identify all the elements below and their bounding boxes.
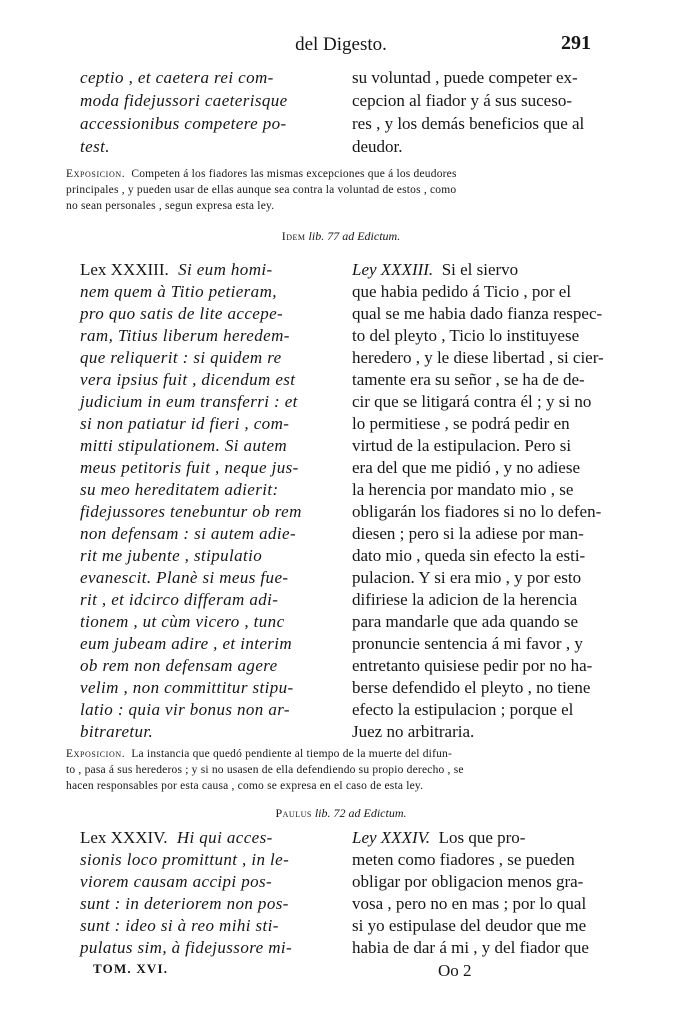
latin-line: Si eum homi- (178, 260, 273, 279)
spanish-line: obligar por obligacion menos gra- (352, 872, 584, 891)
latin-line: meus petitoris fuit , neque jus- (80, 458, 299, 477)
spanish-line: la herencia por mandato mio , se (352, 480, 574, 499)
latin-line: accessionibus competere po- (80, 114, 287, 133)
latin-line: fidejussores tenebuntur ob rem (80, 502, 302, 521)
latin-line: nem quem à Titio petieram, (80, 282, 277, 301)
latin-line: si non patiatur id fieri , com- (80, 414, 290, 433)
spanish-line: cepcion al fiador y á sus suceso- (352, 91, 572, 110)
latin-line: pulatus sim, à fidejussore mi- (80, 938, 293, 957)
spanish-line: para mandarle que ada quando se (352, 612, 579, 631)
latin-line: test. (80, 137, 110, 156)
note-label: Exposicion. (66, 168, 126, 180)
latin-line: Hi qui acces- (176, 828, 273, 847)
latin-line: su meo hereditatem adierit: (80, 480, 279, 499)
law-33-block (80, 259, 616, 743)
spanish-line: res , y los demás beneficios que al (352, 114, 585, 133)
latin-line: judicium in eum transferri : et (80, 392, 298, 411)
note-line: principales , y pueden usar de ellas aunque sea contra la voluntad de estos , como (66, 184, 457, 196)
spanish-line: Los que pro- (438, 828, 526, 847)
note-label: Exposicion. (66, 748, 126, 760)
latin-line: latio : quia vir bonus non ar- (80, 700, 290, 719)
spanish-line: que habia pedido á Ticio , por el (352, 282, 572, 301)
spanish-line: habia de dar á mi , y del fiador que (352, 938, 589, 957)
latin-line: viorem causam accipi pos- (80, 872, 273, 891)
latin-line: eum jubeam adire , et interim (80, 634, 293, 653)
citation-author: Paulus (275, 806, 312, 820)
spanish-line: heredero , y le diese libertad , si cier- (352, 348, 604, 367)
spanish-line: entretanto quisiese pedir por no ha- (352, 656, 593, 675)
law-heading-latin: Lex XXXIV. (80, 828, 168, 847)
note-line: to , pasa á sus herederos ; y si no usasen de ella defendiendo su propio derecho , se (66, 764, 464, 776)
spanish-column (352, 66, 616, 158)
law-heading-latin: Lex XXXIII. (80, 260, 169, 279)
note-line: La instancia que quedó pendiente al tiempo de la muerte del difun- (131, 748, 453, 760)
law-heading-spanish: Ley XXXIII. (352, 260, 434, 279)
latin-line: moda fidejussori caeterisque (80, 91, 288, 110)
spanish-line: efecto la estipulacion ; porque el (352, 700, 574, 719)
spanish-line: Si el siervo (441, 260, 519, 279)
latin-line: vera ipsius fuit , dicendum est (80, 370, 296, 389)
citation-author: Idem (281, 229, 306, 243)
spanish-column (352, 827, 616, 959)
spanish-line: si yo estipulase del deudor que me (352, 916, 587, 935)
latin-line: pro quo satis de lite accepe- (80, 304, 284, 323)
citation-work: lib. 77 ad Edictum. (308, 229, 401, 243)
continuation-block (80, 66, 616, 158)
running-title: del Digesto. (295, 34, 387, 55)
latin-line: sionis loco promittunt , in le- (80, 850, 290, 869)
latin-line: sunt : in deteriorem non pos- (80, 894, 289, 913)
spanish-line: virtud de la estipulacion. Pero si (352, 436, 572, 455)
spanish-column (352, 259, 616, 743)
spanish-line: deudor. (352, 137, 403, 156)
spanish-line: era del que me pidió , y no adiese (352, 458, 581, 477)
spanish-line: diesen ; pero si la adiese por man- (352, 524, 584, 543)
spanish-line: su voluntad , puede competer ex- (352, 68, 578, 87)
source-citation (0, 229, 682, 244)
latin-line: bitraretur. (80, 722, 154, 741)
exposicion-note (66, 166, 622, 214)
spanish-line: Juez no arbitraria. (352, 722, 475, 741)
latin-line: sunt : ideo si à reo mihi sti- (80, 916, 279, 935)
spanish-line: berse defendido el pleyto , no tiene (352, 678, 591, 697)
spanish-line: vosa , pero no en mas ; por lo qual (352, 894, 587, 913)
latin-line: velim , non committitur stipu- (80, 678, 294, 697)
source-citation (0, 806, 682, 821)
spanish-line: qual se me habia dado fianza respec- (352, 304, 603, 323)
spanish-line: obligarán los fiadores si no lo defen- (352, 502, 602, 521)
law-heading-spanish: Ley XXXIV. (352, 828, 431, 847)
law-34-block (80, 827, 616, 961)
latin-column (80, 827, 342, 959)
citation-work: lib. 72 ad Edictum. (314, 806, 407, 820)
latin-line: rit me jubente , stipulatio (80, 546, 263, 565)
latin-line: rit , et idcirco differam adi- (80, 590, 279, 609)
spanish-line: meten como fiadores , se pueden (352, 850, 575, 869)
latin-line: tionem , ut cùm vicero , tunc (80, 612, 285, 631)
latin-line: ob rem non defensam agere (80, 656, 278, 675)
note-line: no sean personales , segun expresa esta ley. (66, 200, 275, 212)
latin-line: mitti stipulationem. Si autem (80, 436, 288, 455)
spanish-line: tamente era su señor , se ha de de- (352, 370, 585, 389)
latin-line: ram, Titius liberum heredem- (80, 326, 290, 345)
latin-line: evanescit. Planè si meus fue- (80, 568, 289, 587)
page-number: 291 (561, 32, 591, 54)
note-line: hacen responsables por esta causa , como se expresa en el caso de esta ley. (66, 780, 424, 792)
spanish-line: pronuncie sentencia á mi favor , y (352, 634, 583, 653)
spanish-line: dato mio , queda sin efecto la esti- (352, 546, 586, 565)
spanish-line: lo permitiese , se podrá pedir en (352, 414, 570, 433)
volume-label: TOM. XVI. (93, 961, 169, 976)
spanish-line: to del pleyto , Ticio lo instituyese (352, 326, 580, 345)
note-line: Competen á los fiadores las mismas excepciones que á los deudores (131, 168, 457, 180)
spanish-line: pulacion. Y si era mio , y por esto (352, 568, 582, 587)
latin-line: ceptio , et caetera rei com- (80, 68, 274, 87)
exposicion-note (66, 746, 622, 794)
latin-line: que reliquerit : si quidem re (80, 348, 282, 367)
latin-line: non defensam : si autem adie- (80, 524, 297, 543)
signature-mark: Oo 2 (438, 961, 472, 980)
latin-column (80, 259, 342, 743)
spanish-line: difiriese la adicion de la herencia (352, 590, 578, 609)
latin-column (80, 66, 342, 158)
spanish-line: cir que se litigará contra él ; y si no (352, 392, 592, 411)
